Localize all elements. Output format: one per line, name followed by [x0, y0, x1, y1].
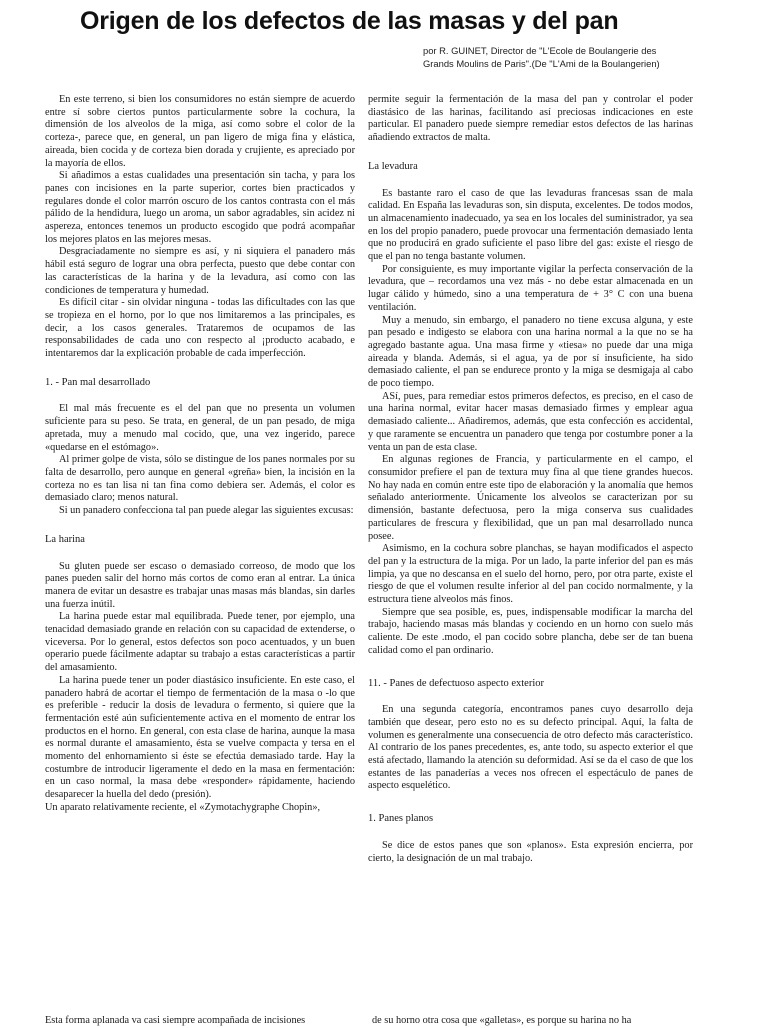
right-column	[368, 94, 693, 865]
section-heading: 1. - Pan mal desarrollado	[45, 376, 151, 388]
article-title: Origen de los defectos de las masas y del pan	[80, 7, 619, 35]
paragraph: Asimismo, en la cochura sobre planchas, se hayan modificados el aspecto del pan y la estructura de la miga. Por un lado, la parte inferior del pan es más limpia, ya que no descansa en el suelo del horno, pero, por otra parte, existe el riesgo de que el volumen resulte inferior al del pan cocido normalmente, y la estructura tiene alveolos más finos.	[368, 543, 693, 606]
paragraph: La harina puede tener un poder diastásico insuficiente. En este caso, el panadero habrá de acortar el tiempo de fermentación de la masa o -lo que es preferible - reducir la dosis de levadura o fermento, si quiere que la fermentación esté aún suficientemente activa en el momento de entrar los productos en el horno. En general, con esta clase de harina, aunque la masa es normal durante el amasamiento, ésta se vuelve compacta y tersa en el momento del enhornamiento si éste se efectúa demasiado tarde. Hay la costumbre de introducir ligeramente el dedo en la masa en fermentación: en un caso normal, la masa debe «responder» rápidamente, haciendo desaparecer la huella del dedo (presión).	[45, 674, 355, 801]
paragraph: Por consiguiente, es muy importante vigilar la perfecta conservación de la levadura, que – recordamos una vez más - no debe estar almacenada en un lugar cálido y húmedo, sino a una temperatura de + 3° C con una buena ventilación.	[368, 263, 693, 313]
paragraph: El mal más frecuente es el del pan que no presenta un volumen suficiente para su peso. Se trata, en general, de un pan pesado, de miga apretada, muy a menudo mal cocido, que, una vez ingerido, parece «quedarse en el estómago».	[45, 403, 355, 453]
cut-off-line-left: Esta forma aplanada va casi siempre acompañada de incisiones	[45, 1015, 306, 1026]
subsection-heading: La levadura	[368, 160, 418, 172]
paragraph: Un aparato relativamente reciente, el «Zymotachygraphe Chopin»,	[45, 801, 321, 813]
paragraph: La harina puede estar mal equilibrada. Puede tener, por ejemplo, una tenacidad demasiado grande en relación con su capacidad de extenderse, o viceversa. Por lo general, estos defectos son poco acentuados, y un buen operario puede fácilmente adaptar su trabajo a estas características a partir del amasamiento.	[45, 611, 355, 674]
paragraph: Siempre que sea posible, es, pues, indispensable modificar la marcha del trabajo, haciendo masas más blandas y cociendo en un horno con suelo más caliente. De este .modo, el pan cocido sobre plancha, debe ser de tan buena calidad como el pan ordinario.	[368, 606, 693, 656]
paragraph: permite seguir la fermentación de la masa del pan y controlar el poder diastásico de las harinas, facilitando así preciosas indicaciones en este particular. El panadero puede siempre remediar estos defectos de las harinas añadiendo extractos de malta.	[368, 94, 693, 144]
paragraph: Si un panadero confecciona tal pan puede alegar las siguientes excusas:	[59, 505, 354, 517]
subsection-heading: La harina	[45, 533, 85, 545]
paragraph: Si añadimos a estas cualidades una presentación sin tacha, y para los panes con incisiones en la parte superior, cortes bien practicados y regulares donde el color marrón oscuro de los cantos contrasta con el más pálido de la hendidura, luego un aroma, un sabor agradables, sin acidez ni aspereza, entonces tenemos un producto escogido que podrá acompañar los mejores platos en las mejores mesas.	[45, 170, 355, 245]
paragraph: Desgraciadamente no siempre es así, y ni siquiera el panadero más hábil está seguro de lograr una obra perfecta, puesto que debe contar con las características de la harina y de la levadura, así como con las condiciones de temperatura y humedad.	[45, 246, 355, 296]
cut-off-line-right: de su horno otra cosa que «galletas», es porque su harina no ha	[372, 1015, 632, 1026]
paragraph: ASí, pues, para remediar estos primeros defectos, es preciso, en el caso de una harina normal, evitar hacer masas demasiado firmes y emplear agua demasiado caliente... Añadiremos, además, que esta confección es accidental, y que raramente se encuentra un panadero que tenga por costumbre poner a la venta un pan de esta clase.	[368, 390, 693, 453]
paragraph: Su gluten puede ser escaso o demasiado correoso, de modo que los panes pueden salir del horno más cortos de como eran al entrar. La única manera de evitar un desastre es trabajar unas masas más blandas, sin darles una fuerza inútil.	[45, 560, 355, 610]
paragraph: Es difícil citar - sin olvidar ninguna - todas las dificultades con las que se tropieza en el horno, por lo que nos limitaremos a las principales, es decir, a los casos generales. Trataremos de ocupamos de las responsabilidades de cada uno con respecto al ¡producto acabado, e intentaremos dar la explicación probable de cada imperfección.	[45, 297, 355, 360]
paragraph: Se dice de estos panes que son «planos». Esta expresión encierra, por cierto, la designación de un mal trabajo.	[368, 839, 693, 864]
paragraph: Es bastante raro el caso de que las levaduras francesas ssan de mala calidad. En España las levaduras son, sin disputa, excelentes. De todos modos, un almacenamiento inadecuado, ya sea en los locales del suministrador, ya sea en los del propio panadero, puede provocar una fermentación demasiado lenta que no producirá en grado suficiente el paso libre del gas: existe el riesgo de que el pan no tenga bastante volumen.	[368, 187, 693, 263]
left-column	[45, 94, 355, 815]
paragraph: En este terreno, si bien los consumidores no están siempre de acuerdo entre sí sobre ciertos puntos particularmente sobre la cochura, la dimensión de los alveolos de la miga, así como sobre el color de la corteza-, parece que, en general, un pan ligero de miga fina y elástica, aireada, bien cocida y de corteza bien dorada y crujiente, es apreciado por la mayoría de ellos.	[45, 94, 355, 169]
section-heading: 11. - Panes de defectuoso aspecto exterior	[368, 677, 545, 689]
paragraph: Al primer golpe de vista, sólo se distingue de los panes normales por su falta de desarrollo, pero aunque en general «greña» bien, la incisión en la corteza no es tan lisa ni tan fina como debiera ser. Además, el color es demasiado claro; menos natural.	[45, 454, 355, 504]
paragraph: En una segunda categoría, encontramos panes cuyo desarrollo deja también que desear, pero esto no es su defecto principal. Aquí, la falta de volumen es generalmente una consecuencia de otro defecto más característico. Al contrario de los panes precedentes, es, ante todo, su aspecto exterior el que está afectado, llamando la atención su deformidad. Así se da el caso de que los estantes de las panaderías a veces nos ofrecen el espectáculo de panes de aspecto esquelético.	[368, 704, 693, 792]
paragraph: En algunas regiones de Francia, y particularmente en el campo, el consumidor prefiere el pan de textura muy fina al que tiene grandes huecos. No hay nada en común entre este tipo de elaboración y la anomalía que hemos señalado anteriormente. Únicamente los alveolos se caracterizan por su dimensión, bastante defectuosa, pero la miga conserva sus cualidades particulares de frescura y flexibilidad, que un pan mal desarrollado nunca posee.	[368, 454, 693, 542]
subsection-heading: 1. Panes planos	[368, 813, 434, 825]
paragraph: Muy a menudo, sin embargo, el panadero no tiene excusa alguna, y este pan pesado e indigesto se elabora con una harina normal a la que no se ha agregado bastante agua. Una masa firme y «tiesa» no puede dar una miga aireada y blanda. Además, si el agua, ya de por sí insuficiente, ha sido demasiado caliente, el pan se endurece pronto y la miga se desmigaja al cabo de poco tiempo.	[368, 314, 693, 390]
author-byline: por R. GUINET, Director de "L'Ecole de Boulangerie des Grands Moulins de Paris".(De "L'Ami de la Boulangerien)	[423, 45, 660, 69]
